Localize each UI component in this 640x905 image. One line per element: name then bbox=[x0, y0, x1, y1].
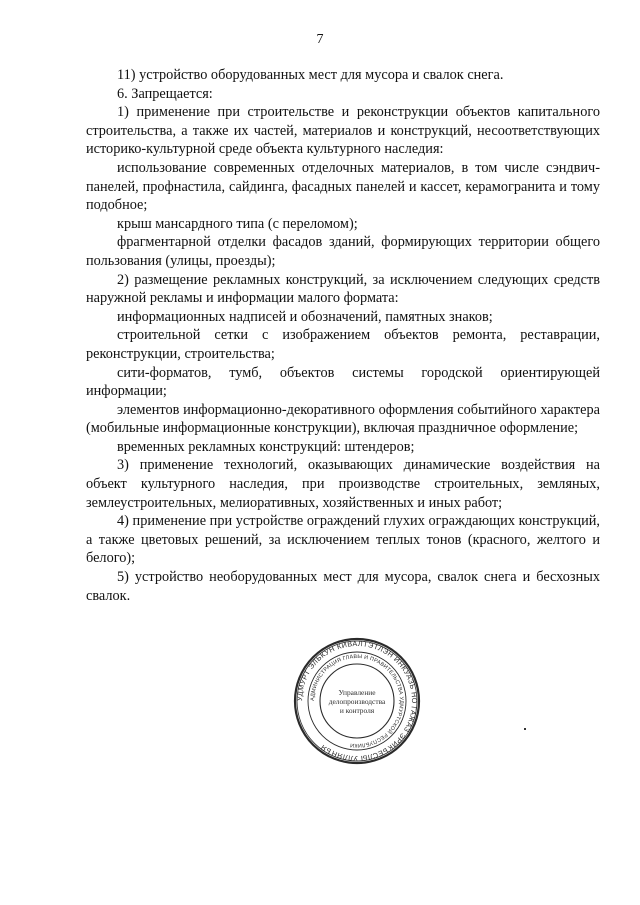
paragraph-prohibition-3: 3) применение технологий, оказывающих динамические воздействия на объект культурного наследия, при производстве строительных, земляных, землеустроительных, мелиоративных, хозяйственных и иных работ; bbox=[86, 457, 600, 511]
svg-text:делопроизводства: делопроизводства bbox=[328, 697, 386, 706]
paragraph-prohibition-5: 5) устройство необорудованных мест для мусора, свалок снега и бесхозных свалок. bbox=[86, 569, 600, 604]
paragraph-city-formats: сити-форматов, тумб, объектов системы городской ориентирующей информации; bbox=[86, 364, 600, 400]
paragraph-info-signs: информационных надписей и обозначений, памятных знаков; bbox=[117, 308, 493, 325]
paragraph-section-6: 6. Запрещается: bbox=[117, 85, 213, 102]
paragraph-facade-finishing: фрагментарной отделки фасадов зданий, формирующих территории общего пользования (улицы, проезды); bbox=[86, 234, 600, 269]
seal-center-text bbox=[329, 688, 386, 715]
seal-outer-ring-text: УДМУРТ ЭЛЬКУН КИВАЛТЭТЛЭН ИНКУАЗЬ НО ГАЖАЗ ЭРИКЪЕСЛЫ УЛЛЯНЪЯ bbox=[294, 638, 420, 764]
svg-text:Управление: Управление bbox=[338, 688, 376, 697]
paragraph-temporary-ads: временных рекламных конструкций: штендеров; bbox=[117, 438, 415, 455]
seal-inner-ring-text: АДМИНИСТРАЦИЯ ГЛАВЫ И ПРАВИТЕЛЬСТВА УДМУРТСКОЙ РЕСПУБЛИКИ bbox=[309, 653, 405, 749]
official-seal-stamp bbox=[293, 637, 421, 765]
paragraph-prohibition-1: 1) применение при строительстве и реконструкции объектов капитального строительства, а также их частей, материалов и конструкций, несоответствующих историко-культурной среде объекта культурного наследия: bbox=[86, 104, 600, 158]
scan-speck bbox=[524, 728, 526, 730]
paragraph-mansard-roofs: крыш мансардного типа (с переломом); bbox=[117, 215, 358, 232]
svg-text:и контроля: и контроля bbox=[339, 706, 375, 715]
page-number: 7 bbox=[316, 32, 324, 47]
paragraph-decorative-elements: элементов информационно-декоративного оформления событийного характера (мобильные информационные конструкции), включая праздничное оформление; bbox=[86, 401, 600, 437]
paragraph-prohibition-4: 4) применение при устройстве ограждений глухих ограждающих конструкций, а также цветовых решений, за исключением теплых тонов (красного, желтого и белого); bbox=[86, 513, 600, 567]
paragraph-prohibition-2: 2) размещение рекламных конструкций, за исключением следующих средств наружной рекламы и информации малого формата: bbox=[86, 271, 600, 307]
paragraph-item-11: 11) устройство оборудованных мест для мусора и свалок снега. bbox=[117, 67, 504, 83]
paragraph-modern-materials: использование современных отделочных материалов, в том числе сэндвич-панелей, профнастила, сайдинга, фасадных панелей и кассет, керамогранита и тому подобное; bbox=[86, 159, 600, 214]
paragraph-construction-mesh: строительной сетки с изображением объектов ремонта, реставрации, реконструкции, строительства; bbox=[86, 327, 600, 362]
document-body bbox=[86, 66, 600, 605]
